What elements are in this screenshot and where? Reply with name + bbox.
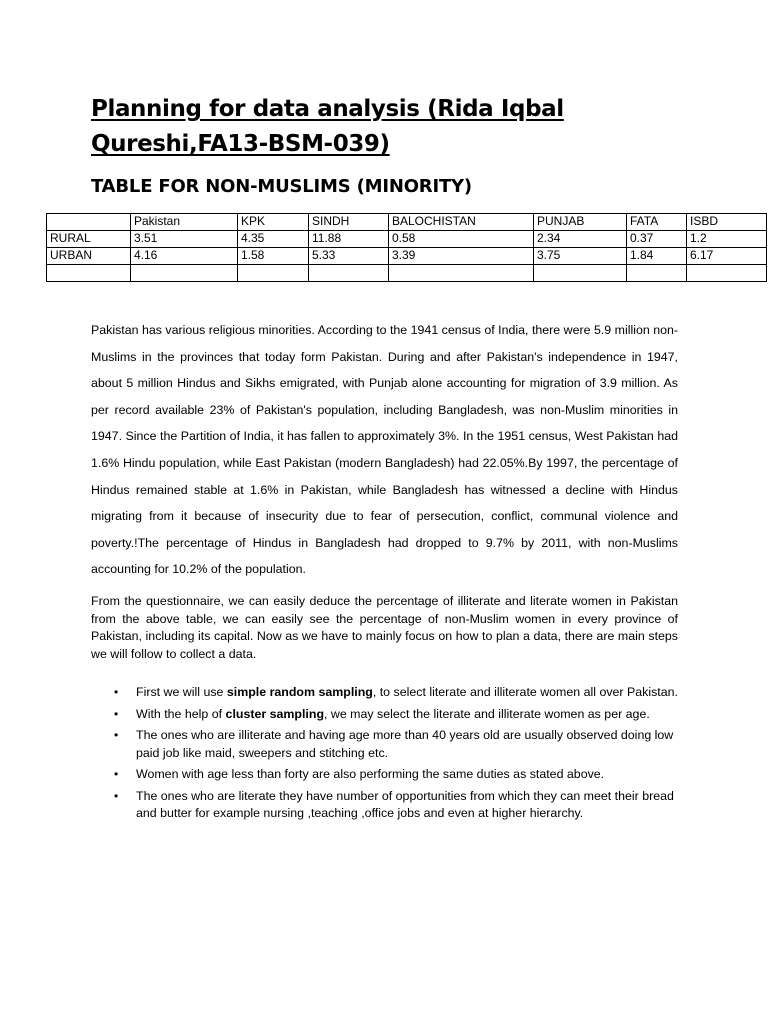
- table-cell: 3.39: [389, 248, 534, 265]
- list-item-text: The ones who are illiterate and having age more than 40 years old are usually observed doing low paid job like maid, sweepers and stitching etc.: [136, 728, 674, 760]
- table-cell: [238, 265, 309, 282]
- table-header-cell: BALOCHISTAN: [389, 214, 534, 231]
- list-item-bold-text: cluster sampling: [225, 706, 325, 721]
- list-item-text: , we may select the literate and illiterate women as per age.: [324, 706, 650, 721]
- table-cell: [47, 265, 131, 282]
- table-cell: 3.75: [534, 248, 627, 265]
- table-cell: URBAN: [47, 248, 131, 265]
- table-cell: [687, 265, 767, 282]
- table-header-row: [47, 214, 767, 231]
- table-row: [47, 265, 767, 282]
- table-row: [47, 248, 767, 265]
- list-item-text: With the help of: [136, 706, 226, 721]
- bullet-icon: •: [114, 728, 119, 742]
- table-header-cell: [47, 214, 131, 231]
- list-item-text: First we will use: [136, 685, 227, 699]
- document-title: Planning for data analysis (Rida Iqbal Qureshi,FA13-BSM-039): [91, 96, 564, 157]
- table-header-cell: KPK: [238, 214, 309, 231]
- table-heading: TABLE FOR NON-MUSLIMS (MINORITY): [91, 176, 472, 197]
- table-cell: 1.2: [687, 231, 767, 248]
- table-cell: 1.84: [627, 248, 687, 265]
- table-cell: 4.16: [131, 248, 238, 265]
- list-item-bold-text: simple random sampling: [226, 685, 373, 699]
- list-item: [114, 706, 681, 724]
- list-item-text: , to select literate and illiterate women all over Pakistan.: [372, 685, 678, 699]
- list-item: [114, 684, 681, 702]
- table-cell: 2.34: [534, 231, 627, 248]
- table-cell: [309, 265, 389, 282]
- bullet-icon: •: [114, 706, 119, 721]
- table-cell: 3.51: [131, 231, 238, 248]
- paragraph-minorities: Pakistan has various religious minorities. According to the 1941 census of India, there were 5.9 million non-Muslims in the provinces that today form Pakistan. During and after Pakistan's independence in 1947, about 5 million Hindus and Sikhs emigrated, with Punjab alone accounting for migration of 3.9 million. As per record available 23% of Pakistan's population, including Bangladesh, was non-Muslim minorities in 1947. Since the Partition of India, it has fallen to approximately 3%. In the 1951 census, West Pakistan had 1.6% Hindu population, while East Pakistan (modern Bangladesh) had 22.05%.By 1997, the percentage of Hindus remained stable at 1.6% in Pakistan, while Bangladesh has witnessed a decline with Hindus migrating from it because of insecurity due to fear of persecution, conflict, communal violence and poverty.!The percentage of Hindus in Bangladesh had dropped to 9.7% by 2011, with non-Muslims accounting for 10.2% of the population.: [91, 323, 678, 577]
- table-cell: [627, 265, 687, 282]
- table-header-cell: Pakistan: [131, 214, 238, 231]
- table-row: [47, 231, 767, 248]
- bullet-list: [91, 684, 681, 827]
- table-header-cell: FATA: [627, 214, 687, 231]
- table-cell: 1.58: [238, 248, 309, 265]
- table-cell: [389, 265, 534, 282]
- list-item-text: The ones who are literate they have number of opportunities from which they can meet their bread and butter for example nursing ,teaching ,office jobs and even at higher hierarchy.: [136, 788, 674, 820]
- non-muslims-table: [46, 213, 767, 282]
- table-cell: 0.58: [389, 231, 534, 248]
- list-item-text: Women with age less than forty are also performing the same duties as stated above.: [136, 767, 605, 781]
- table-header-cell: ISBD: [687, 214, 767, 231]
- table-header-cell: PUNJAB: [534, 214, 627, 231]
- bullet-icon: •: [114, 788, 119, 803]
- table-header-cell: SINDH: [309, 214, 389, 231]
- table-cell: 5.33: [309, 248, 389, 265]
- table-cell: [131, 265, 238, 282]
- table-cell: 0.37: [627, 231, 687, 248]
- bullet-icon: •: [114, 685, 119, 699]
- paragraph-questionnaire: From the questionnaire, we can easily deduce the percentage of illiterate and literate women in Pakistan from the above table, we can easily see the percentage of non-Muslim women in every province of Pakistan, including its capital. Now as we have to mainly focus on how to plan a data, there are main steps we will follow to collect a data.: [91, 594, 678, 661]
- list-item: [114, 766, 681, 784]
- list-item: [114, 727, 681, 762]
- table-cell: 4.35: [238, 231, 309, 248]
- table-cell: [534, 265, 627, 282]
- bullet-icon: •: [114, 767, 119, 781]
- table-cell: 6.17: [687, 248, 767, 265]
- list-item: [114, 788, 681, 823]
- table-cell: 11.88: [309, 231, 389, 248]
- table-cell: RURAL: [47, 231, 131, 248]
